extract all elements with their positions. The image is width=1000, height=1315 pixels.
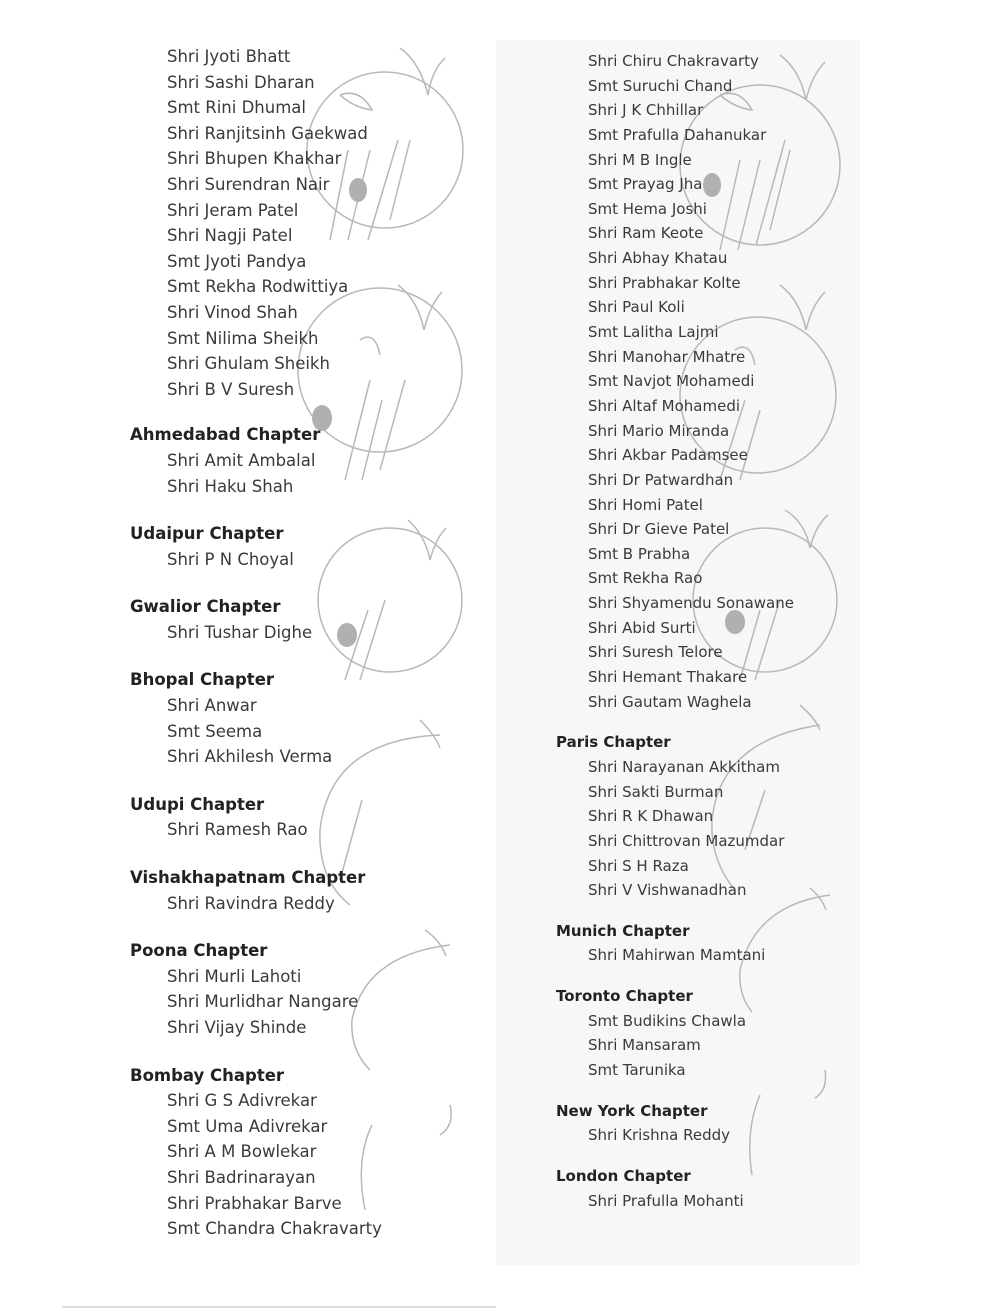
member-name: Shri Manohar Mhatre	[588, 347, 746, 366]
chapter-heading: Bhopal Chapter	[130, 670, 275, 690]
left-column	[130, 44, 490, 1242]
member-name: Shri Murlidhar Nangare	[167, 992, 359, 1012]
member-name: Shri Ravindra Reddy	[167, 893, 335, 913]
member-name: Shri Badrinarayan	[167, 1167, 316, 1187]
member-name: Shri A M Bowlekar	[167, 1142, 317, 1162]
member-name: Smt Lalitha Lajmi	[588, 323, 719, 342]
member-name: Shri Akhilesh Verma	[167, 747, 333, 767]
member-name: Shri Ramesh Rao	[167, 820, 308, 840]
chapter-vishakhapatnam	[130, 865, 490, 916]
member-name: Shri J K Chhillar	[588, 101, 704, 120]
member-name: Shri Shyamendu Sonawane	[588, 594, 794, 613]
member-name: Shri Chittrovan Mazumdar	[588, 831, 785, 850]
chapter-new-york	[556, 1099, 886, 1148]
member-name: Shri Amit Ambalal	[167, 450, 316, 470]
chapter-toronto	[556, 984, 886, 1083]
member-name: Shri Mansaram	[588, 1036, 701, 1055]
chapter-paris	[556, 730, 886, 902]
member-name: Shri Tushar Dighe	[167, 622, 313, 642]
member-name: Smt Uma Adivrekar	[167, 1116, 328, 1136]
member-name: Shri Krishna Reddy	[588, 1126, 730, 1145]
chapter-heading: Bombay Chapter	[130, 1065, 285, 1085]
right-first-list	[556, 49, 886, 714]
member-name: Smt Seema	[167, 721, 263, 741]
chapter-heading: Toronto Chapter	[556, 987, 693, 1006]
member-name: Shri Vinod Shah	[167, 302, 298, 322]
chapter-heading: Munich Chapter	[556, 921, 690, 940]
member-name: Smt Prafulla Dahanukar	[588, 125, 767, 144]
member-name: Shri Murli Lahoti	[167, 966, 302, 986]
member-name: Shri M B Ingle	[588, 150, 692, 169]
chapter-gwalior	[130, 594, 490, 645]
member-name: Shri Surendran Nair	[167, 174, 330, 194]
member-name: Smt Tarunika	[588, 1060, 686, 1079]
member-name: Shri Narayanan Akkitham	[588, 757, 780, 776]
member-name: Shri Abhay Khatau	[588, 249, 728, 268]
member-name: Shri Hemant Thakare	[588, 668, 748, 687]
member-name: Shri Prabhakar Barve	[167, 1193, 342, 1213]
member-name: Smt Budikins Chawla	[588, 1011, 747, 1030]
chapter-heading: Udaipur Chapter	[130, 524, 284, 544]
member-name: Shri Suresh Telore	[588, 643, 723, 662]
member-name: Shri Ghulam Sheikh	[167, 354, 330, 374]
chapter-heading: New York Chapter	[556, 1101, 708, 1120]
member-name: Smt Rekha Rodwittiya	[167, 277, 349, 297]
member-name: Shri Paul Koli	[588, 298, 685, 317]
member-name: Smt Chandra Chakravarty	[167, 1219, 382, 1239]
chapter-heading: London Chapter	[556, 1166, 691, 1185]
member-name: Shri R K Dhawan	[588, 807, 714, 826]
chapter-udupi	[130, 792, 490, 843]
member-name: Smt Rini Dhumal	[167, 98, 306, 118]
member-name: Shri Haku Shah	[167, 476, 294, 496]
member-name: Shri Dr Gieve Patel	[588, 520, 730, 539]
chapter-munich	[556, 919, 886, 968]
chapter-poona	[130, 938, 490, 1040]
member-name: Smt Suruchi Chand	[588, 76, 733, 95]
member-name: Smt Rekha Rao	[588, 569, 703, 588]
member-name: Shri Sashi Dharan	[167, 72, 315, 92]
member-name: Smt Jyoti Pandya	[167, 251, 307, 271]
left-first-list	[130, 44, 490, 402]
member-name: Shri Prafulla Mohanti	[588, 1191, 744, 1210]
member-name: Shri Sakti Burman	[588, 782, 724, 801]
member-name: Shri Mahirwan Mamtani	[588, 946, 766, 965]
member-name: Smt Hema Joshi	[588, 199, 707, 218]
member-name: Shri Nagji Patel	[167, 226, 293, 246]
member-name: Shri Jyoti Bhatt	[167, 47, 291, 66]
chapter-udaipur	[130, 521, 490, 572]
member-name: Shri Homi Patel	[588, 495, 703, 514]
chapter-bombay	[130, 1063, 490, 1242]
chapter-heading: Paris Chapter	[556, 733, 671, 752]
chapter-heading: Udupi Chapter	[130, 794, 265, 814]
member-name: Shri Prabhakar Kolte	[588, 273, 741, 292]
member-name: Shri Mario Miranda	[588, 421, 730, 440]
chapter-heading: Ahmedabad Chapter	[130, 425, 321, 445]
member-name: Shri V Vishwanadhan	[588, 881, 747, 900]
member-name: Shri Anwar	[167, 696, 257, 716]
member-name: Shri Ranjitsinh Gaekwad	[167, 123, 368, 143]
right-column	[556, 49, 886, 1213]
chapter-heading: Vishakhapatnam Chapter	[130, 868, 366, 888]
member-name: Shri Vijay Shinde	[167, 1018, 307, 1037]
member-name: Smt Nilima Sheikh	[167, 328, 319, 348]
member-name: Shri Jeram Patel	[167, 200, 299, 220]
member-name: Shri Chiru Chakravarty	[588, 52, 759, 70]
member-name: Shri Bhupen Khakhar	[167, 149, 342, 169]
member-name: Shri Altaf Mohamedi	[588, 396, 741, 415]
chapter-ahmedabad	[130, 422, 490, 499]
chapter-heading: Gwalior Chapter	[130, 597, 281, 617]
chapter-london	[556, 1164, 886, 1213]
member-name: Smt Navjot Mohamedi	[588, 372, 755, 391]
member-name: Shri Abid Surti	[588, 618, 696, 637]
chapter-heading: Poona Chapter	[130, 941, 268, 961]
member-name: Shri P N Choyal	[167, 549, 294, 569]
member-name: Shri G S Adivrekar	[167, 1091, 317, 1111]
member-name: Shri Dr Patwardhan	[588, 470, 734, 489]
member-name: Shri B V Suresh	[167, 379, 295, 399]
member-name: Shri S H Raza	[588, 856, 689, 875]
chapter-bhopal	[130, 667, 490, 769]
member-name: Smt B Prabha	[588, 544, 691, 563]
member-name: Smt Prayag Jha	[588, 175, 703, 194]
member-name: Shri Gautam Waghela	[588, 692, 752, 711]
member-name: Shri Akbar Padamsee	[588, 446, 748, 465]
member-name: Shri Ram Keote	[588, 224, 704, 243]
